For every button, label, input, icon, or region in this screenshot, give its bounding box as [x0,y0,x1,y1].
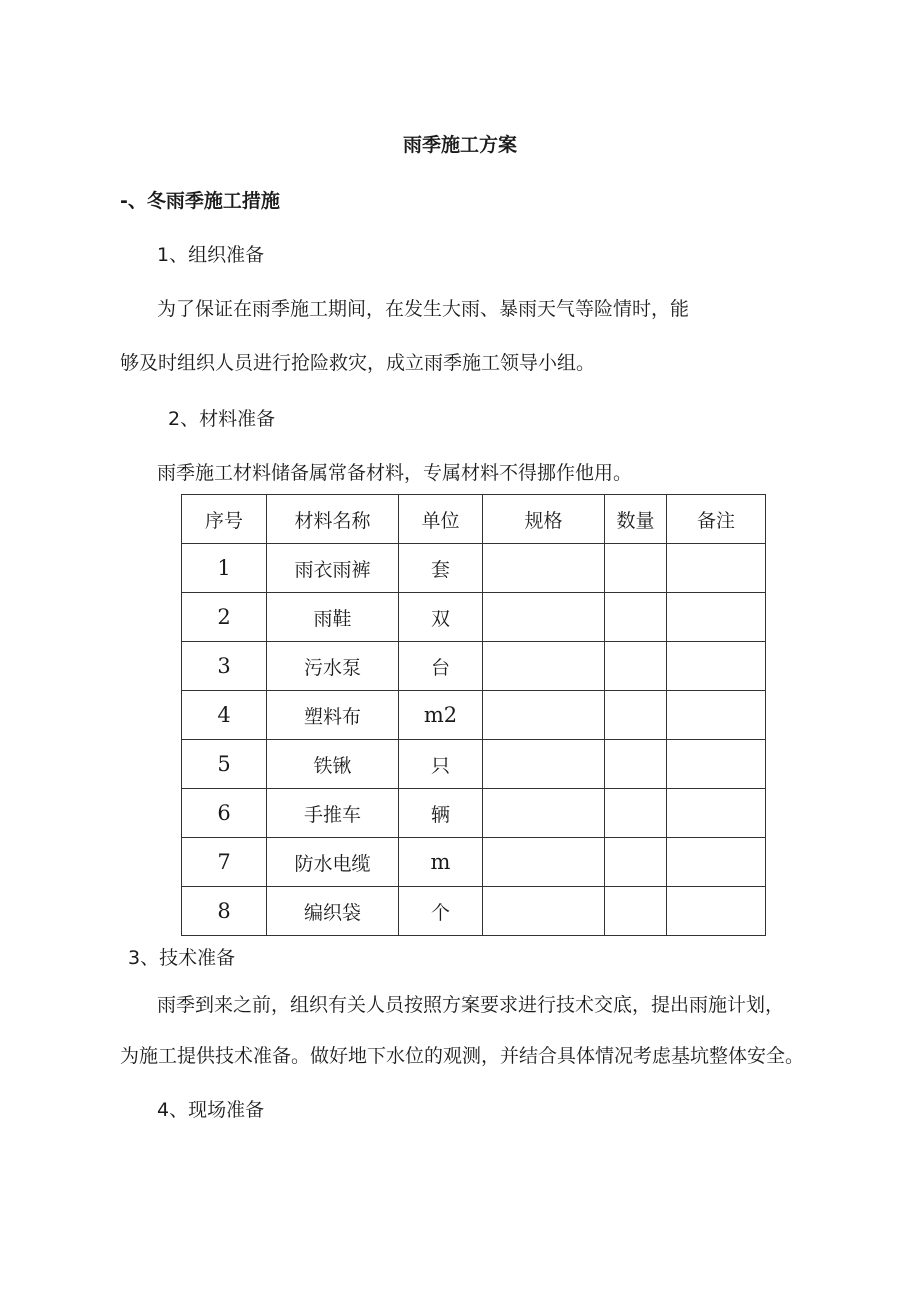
row-number-cell: 4 [182,691,267,740]
organization-paragraph-line-1: 为了保证在雨季施工期间，在发生大雨、暴雨天气等险情时，能 [157,298,690,320]
row-remarks-cell [667,593,766,642]
row-quantity-cell [605,593,667,642]
materials-table [181,494,766,936]
table-row [182,789,766,838]
technical-paragraph-line-1: 雨季到来之前，组织有关人员按照方案要求进行技术交底，提出雨施计划， [157,994,785,1016]
materials-intro-paragraph: 雨季施工材料储备属常备材料，专属材料不得挪作他用。 [157,462,633,484]
row-quantity-cell [605,789,667,838]
table-row [182,593,766,642]
subsection-materials: 2、材料准备 [168,408,276,430]
row-spec-cell [483,691,605,740]
row-spec-cell [483,593,605,642]
table-row [182,642,766,691]
row-number-cell: 2 [182,593,267,642]
row-unit-cell: m2 [399,691,483,740]
table-row [182,838,766,887]
row-name-cell: 塑料布 [267,691,399,740]
row-remarks-cell [667,544,766,593]
header-cell-number: 序号 [182,495,267,544]
row-number-cell: 1 [182,544,267,593]
document-title: 雨季施工方案 [402,134,517,156]
row-spec-cell [483,544,605,593]
row-spec-cell [483,642,605,691]
row-unit-cell: 台 [399,642,483,691]
row-unit-cell: 套 [399,544,483,593]
table-row [182,544,766,593]
row-name-cell: 铁锹 [267,740,399,789]
subsection-site: 4、现场准备 [157,1099,265,1121]
row-remarks-cell [667,838,766,887]
row-name-cell: 防水电缆 [267,838,399,887]
row-name-cell: 雨鞋 [267,593,399,642]
row-remarks-cell [667,740,766,789]
row-remarks-cell [667,887,766,936]
row-number-cell: 8 [182,887,267,936]
row-name-cell: 污水泵 [267,642,399,691]
technical-paragraph-line-2: 为施工提供技术准备。做好地下水位的观测，并结合具体情况考虑基坑整体安全。 [120,1045,805,1067]
subsection-organization: 1、组织准备 [157,244,265,266]
row-remarks-cell [667,789,766,838]
row-quantity-cell [605,691,667,740]
row-name-cell: 雨衣雨裤 [267,544,399,593]
row-quantity-cell [605,838,667,887]
header-cell-material-name: 材料名称 [267,495,399,544]
row-quantity-cell [605,887,667,936]
row-remarks-cell [667,691,766,740]
row-spec-cell [483,740,605,789]
row-spec-cell [483,838,605,887]
row-number-cell: 6 [182,789,267,838]
row-spec-cell [483,887,605,936]
header-cell-quantity: 数量 [605,495,667,544]
row-unit-cell: 个 [399,887,483,936]
subsection-technical: 3、技术准备 [128,947,236,969]
row-unit-cell: 只 [399,740,483,789]
row-unit-cell: 双 [399,593,483,642]
row-unit-cell: m [399,838,483,887]
table-row [182,691,766,740]
row-remarks-cell [667,642,766,691]
row-number-cell: 5 [182,740,267,789]
section-heading: -、冬雨季施工措施 [120,190,280,212]
table-header-row [182,495,766,544]
organization-paragraph-line-2: 够及时组织人员进行抢险救灾，成立雨季施工领导小组。 [120,352,596,374]
row-number-cell: 3 [182,642,267,691]
header-cell-spec: 规格 [483,495,605,544]
table-row [182,887,766,936]
header-cell-remarks: 备注 [667,495,766,544]
row-name-cell: 编织袋 [267,887,399,936]
row-spec-cell [483,789,605,838]
table-row [182,740,766,789]
header-cell-unit: 单位 [399,495,483,544]
row-number-cell: 7 [182,838,267,887]
row-quantity-cell [605,544,667,593]
row-quantity-cell [605,740,667,789]
row-quantity-cell [605,642,667,691]
row-unit-cell: 辆 [399,789,483,838]
row-name-cell: 手推车 [267,789,399,838]
